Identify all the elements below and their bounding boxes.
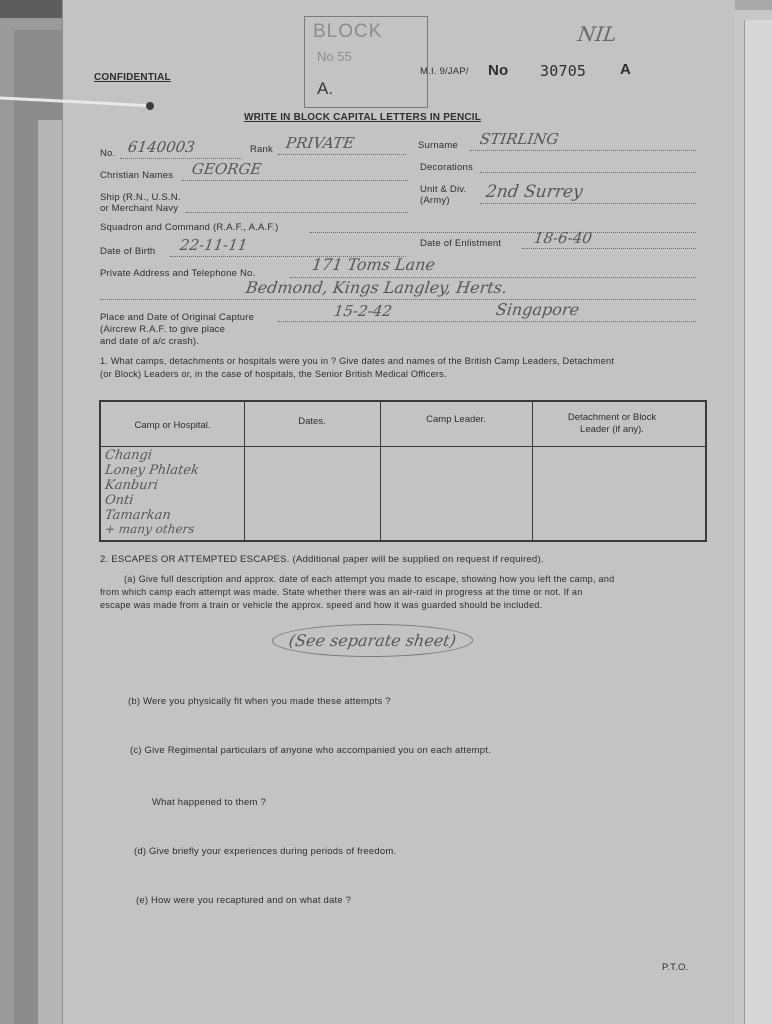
unit-value: 2nd Surrey: [484, 182, 584, 202]
table-header-rule: [101, 446, 705, 447]
nil-annotation: NIL: [576, 22, 619, 46]
table-divider-3: [532, 402, 533, 540]
capture-date: 15-2-42: [332, 302, 394, 320]
unit-label-2: (Army): [420, 195, 450, 206]
camp-entry-5: Tamarkan: [103, 508, 172, 523]
squadron-label: Squadron and Command (R.A.F., A.A.F.): [100, 222, 279, 233]
address-line-1: 171 Toms Lane: [310, 255, 437, 274]
col-detachment-header: Detachment or Block Leader (if any).: [567, 412, 657, 435]
q2a-text-1: (a) Give full description and approx. date of each attempt you made to escape, showing how you left the camp, and: [124, 574, 615, 584]
enlistment-line: [522, 248, 696, 249]
address-line-2-rule: [100, 299, 696, 300]
capture-place: Singapore: [494, 300, 581, 319]
form-code: M.I. 9/JAP/: [420, 66, 469, 77]
col-dates-header: Dates.: [298, 416, 326, 427]
unit-line: [480, 203, 696, 204]
surname-value: STIRLING: [478, 130, 560, 148]
rank-line: [278, 154, 406, 155]
string-tie: [0, 94, 160, 110]
serial-series: A: [620, 61, 632, 78]
camp-entry-6: + many others: [104, 522, 196, 536]
paper-edge-right-outer: [744, 20, 772, 1024]
serial-number: 30705: [540, 62, 587, 80]
ship-label-2: or Merchant Navy: [100, 203, 179, 214]
rank-value: PRIVATE: [284, 134, 356, 152]
enlistment-label: Date of Enlistment: [420, 238, 502, 249]
capture-line: [278, 321, 696, 322]
q2b-text: (b) Were you physically fit when you made these attempts ?: [128, 696, 391, 707]
surname-line: [470, 150, 696, 151]
col-camp-header: Camp or Hospital.: [134, 420, 211, 431]
capture-label-3: and date of a/c crash).: [100, 336, 200, 347]
camps-table: [99, 400, 707, 542]
enlistment-value: 18-6-40: [532, 229, 594, 247]
surname-label: Surname: [418, 140, 458, 151]
camp-entry-4: Onti: [103, 493, 135, 508]
no-label: No.: [100, 148, 116, 159]
address-line-2: Bedmond, Kings Langley, Herts.: [244, 278, 509, 297]
rank-label: Rank: [250, 144, 273, 155]
decorations-line: [480, 172, 696, 173]
q2d-text: (d) Give briefly your experiences during periods of freedom.: [134, 846, 397, 857]
form-title: WRITE IN BLOCK CAPITAL LETTERS IN PENCIL: [244, 112, 482, 123]
camp-entry-1: Changi: [103, 448, 153, 463]
separate-sheet-note: (See separate sheet): [270, 624, 476, 657]
number-label: No: [488, 62, 509, 79]
dob-value: 22-11-11: [178, 236, 249, 254]
address-label: Private Address and Telephone No.: [100, 268, 256, 279]
ship-label-1: Ship (R.N., U.S.N.: [100, 192, 181, 203]
stamp-line-2: No 55: [317, 49, 352, 64]
q2a-text-2: from which camp each attempt was made. State whether there was an air-raid in progress at the time or not. If an: [100, 587, 583, 597]
camp-entry-2: Loney Phlatek: [103, 463, 200, 478]
q2c-text: (c) Give Regimental particulars of anyone who accompanied you on each attempt.: [130, 745, 491, 756]
q2a-text-3: escape was made from a train or vehicle the approx. speed and how it was guarded should be included.: [100, 600, 543, 610]
q1-text-2: (or Block) Leaders or, in the case of hospitals, the Senior British Medical Officers.: [100, 369, 447, 379]
no-line: [120, 158, 242, 159]
q2e-text: (e) How were you recaptured and on what date ?: [136, 895, 352, 906]
col-camp-leader-header: Camp Leader.: [426, 414, 486, 425]
stamp-line-1: BLOCK: [313, 21, 383, 42]
squadron-line: [310, 232, 696, 233]
capture-label-2: (Aircrew R.A.F. to give place: [100, 324, 226, 335]
christian-names-label: Christian Names: [100, 170, 174, 181]
no-value: 6140003: [126, 138, 197, 156]
unit-label-1: Unit & Div.: [420, 184, 467, 195]
capture-label-1: Place and Date of Original Capture: [100, 312, 255, 323]
q2c-subtext: What happened to them ?: [152, 797, 266, 808]
christian-names-line: [182, 180, 408, 181]
dob-label: Date of Birth: [100, 246, 156, 257]
ship-line: [186, 212, 408, 213]
stamp-line-3: A.: [317, 79, 334, 98]
decorations-label: Decorations: [420, 162, 473, 173]
christian-names-value: GEORGE: [190, 160, 263, 178]
q2-heading: 2. ESCAPES OR ATTEMPTED ESCAPES. (Additional paper will be supplied on request if required).: [100, 554, 544, 565]
block-stamp: [304, 16, 428, 108]
camp-entry-3: Kanburi: [103, 478, 159, 493]
pto-label: P.T.O.: [662, 962, 689, 973]
confidential-label: CONFIDENTIAL: [94, 72, 171, 83]
q1-text-1: 1. What camps, detachments or hospitals were you in ? Give dates and names of the British Camp Leaders, Detachment: [100, 356, 615, 366]
